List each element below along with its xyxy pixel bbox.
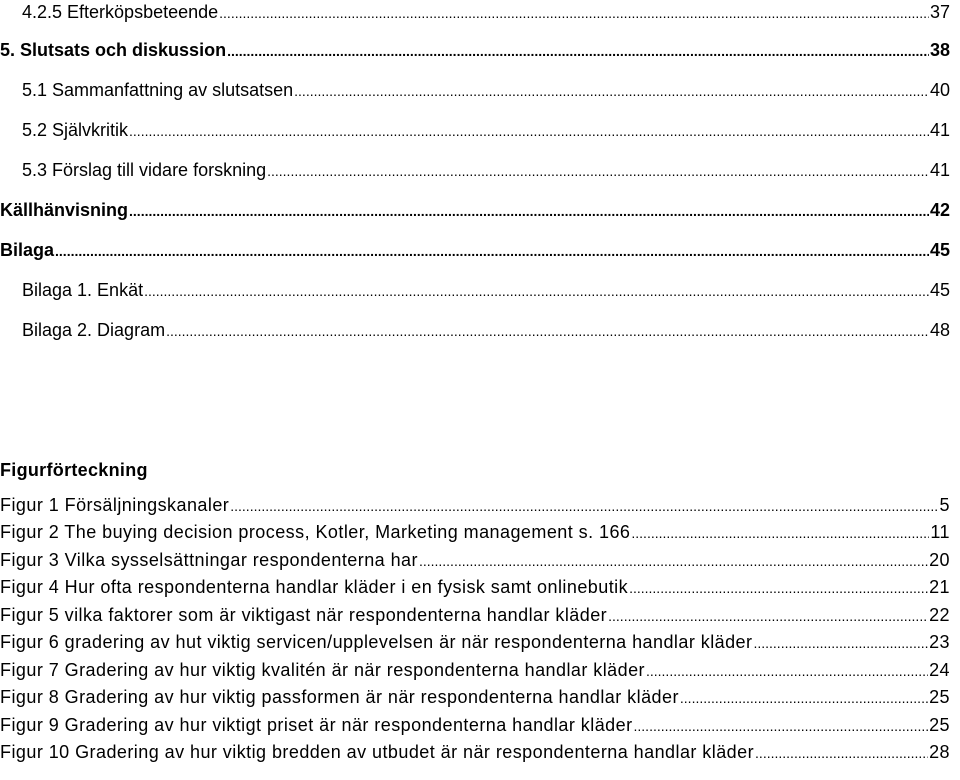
figure-entry-title: Figur 1 Försäljningskanaler <box>0 495 230 515</box>
dot-leader <box>646 660 928 682</box>
dot-leader <box>755 742 928 764</box>
figure-list-heading: Figurförteckning <box>0 460 148 480</box>
figure-entry[interactable] <box>0 549 950 572</box>
figure-entry[interactable] <box>0 521 950 544</box>
toc-entry-title: Bilaga <box>0 240 55 260</box>
figure-entry[interactable] <box>0 494 950 517</box>
toc-entry[interactable] <box>0 199 950 222</box>
figure-entry-page: 5 <box>939 495 950 515</box>
figure-entry-page: 28 <box>929 742 950 762</box>
toc-entry-page: 37 <box>929 2 950 22</box>
dot-leader <box>631 522 929 544</box>
toc-entry-page: 42 <box>929 200 950 220</box>
dot-leader <box>419 550 928 572</box>
toc-entry-title: Bilaga 1. Enkät <box>22 280 144 300</box>
figure-entry-title: Figur 9 Gradering av hur viktigt priset är när respondenterna handlar kläder <box>0 715 633 735</box>
toc-entry[interactable] <box>0 39 950 62</box>
figure-entry[interactable] <box>0 576 950 599</box>
toc-entry-page: 41 <box>929 160 950 180</box>
figure-entry-title: Figur 6 gradering av hut viktig servicen/upplevelsen är när respondenterna handlar kläder <box>0 632 753 652</box>
toc-entry-page: 45 <box>929 280 950 300</box>
toc-entry[interactable] <box>22 119 950 142</box>
dot-leader <box>753 632 928 654</box>
toc-entry-page: 41 <box>929 120 950 140</box>
toc-entry-title: Bilaga 2. Diagram <box>22 320 166 340</box>
dot-leader <box>129 120 929 142</box>
toc-entry-title: 5.1 Sammanfattning av slutsatsen <box>22 80 294 100</box>
toc-entry-title: 5.2 Självkritik <box>22 120 129 140</box>
figure-entry[interactable] <box>0 686 950 709</box>
dot-leader <box>680 687 928 709</box>
figure-entry-page: 22 <box>929 605 950 625</box>
figure-entry-title: Figur 8 Gradering av hur viktig passformen är när respondenterna handlar kläder <box>0 687 679 707</box>
dot-leader <box>634 715 929 737</box>
dot-leader <box>55 240 929 262</box>
figure-entry-page: 11 <box>930 522 950 542</box>
dot-leader <box>227 40 929 62</box>
figure-entry[interactable] <box>0 604 950 627</box>
figure-entry-page: 21 <box>929 577 950 597</box>
toc-entry[interactable] <box>22 1 950 24</box>
figure-entry-title: Figur 7 Gradering av hur viktig kvalitén är när respondenterna handlar kläder <box>0 660 645 680</box>
figure-entry-page: 20 <box>929 550 950 570</box>
dot-leader <box>629 577 928 599</box>
toc-entry[interactable] <box>22 79 950 102</box>
toc-entry-title: 4.2.5 Efterköpsbeteende <box>22 2 219 22</box>
toc-entry-page: 40 <box>929 80 950 100</box>
toc-entry-title: 5. Slutsats och diskussion <box>0 40 227 60</box>
figure-entry[interactable] <box>0 741 950 764</box>
figure-entry-title: Figur 4 Hur ofta respondenterna handlar kläder i en fysisk samt onlinebutik <box>0 577 629 597</box>
toc-entry[interactable] <box>0 239 950 262</box>
dot-leader <box>144 280 929 302</box>
dot-leader <box>166 320 929 342</box>
figure-entry[interactable] <box>0 714 950 737</box>
toc-entry[interactable] <box>22 159 950 182</box>
toc-entry-title: Källhänvisning <box>0 200 129 220</box>
figure-entry-title: Figur 5 vilka faktorer som är viktigast när respondenterna handlar kläder <box>0 605 608 625</box>
toc-entry-page: 38 <box>929 40 950 60</box>
figure-entry-page: 25 <box>929 687 950 707</box>
dot-leader <box>294 80 929 102</box>
dot-leader <box>129 200 929 222</box>
figure-entry[interactable] <box>0 659 950 682</box>
figure-entry-page: 25 <box>929 715 950 735</box>
toc-entry-title: 5.3 Förslag till vidare forskning <box>22 160 267 180</box>
figure-entry-title: Figur 2 The buying decision process, Kotler, Marketing management s. 166 <box>0 522 631 542</box>
toc-entry[interactable] <box>22 319 950 342</box>
figure-entry-title: Figur 10 Gradering av hur viktig bredden av utbudet är när respondenterna handlar kläder <box>0 742 755 762</box>
dot-leader <box>608 605 928 627</box>
dot-leader <box>219 2 929 24</box>
dot-leader <box>267 160 929 182</box>
dot-leader <box>230 495 938 517</box>
figure-entry-page: 24 <box>929 660 950 680</box>
toc-entry-page: 45 <box>929 240 950 260</box>
toc-entry-page: 48 <box>929 320 950 340</box>
toc-entry[interactable] <box>22 279 950 302</box>
figure-entry-title: Figur 3 Vilka sysselsättningar respondenterna har <box>0 550 418 570</box>
figure-entry[interactable] <box>0 631 950 654</box>
figure-entry-page: 23 <box>929 632 950 652</box>
